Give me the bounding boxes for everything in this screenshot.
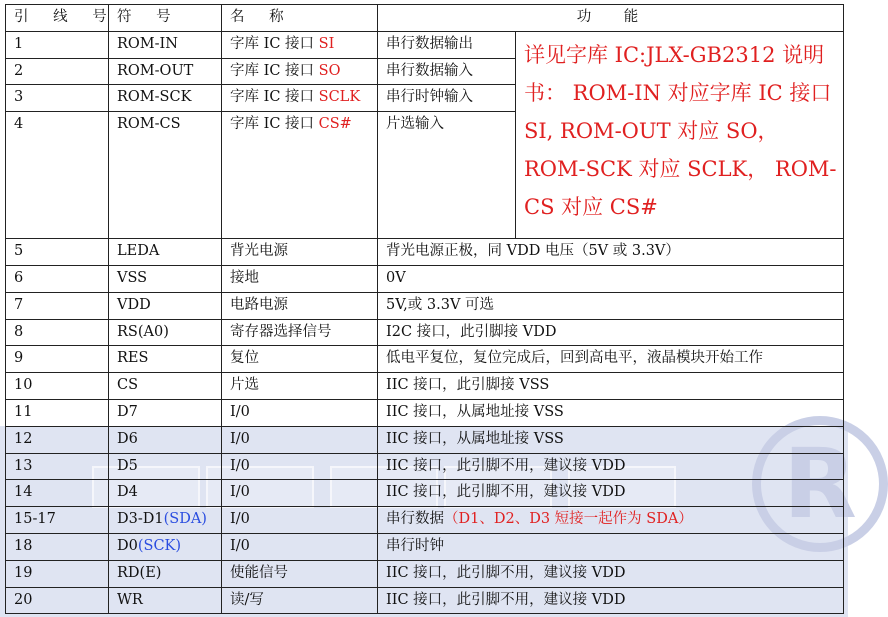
pin-name — [222, 31, 378, 58]
pin-function: I2C 接口，此引脚接 VDD — [378, 319, 844, 346]
pin-name: I/0 — [222, 533, 378, 560]
pin-number: 18 — [6, 533, 109, 560]
pin-function: 串行数据输出 — [378, 31, 516, 58]
pin-name: I/0 — [222, 480, 378, 507]
header-pin: 引 线 号 — [6, 5, 109, 32]
header-symbol: 符 号 — [109, 5, 222, 32]
pin-number: 8 — [6, 319, 109, 346]
pin-name-text: 字库 IC 接口 — [230, 116, 315, 133]
pin-name-text: 字库 IC 接口 — [230, 35, 315, 52]
table-header-row — [6, 5, 844, 32]
pin-name-text: 字库 IC 接口 — [230, 89, 315, 106]
table-row — [6, 507, 844, 534]
header-name: 名 称 — [222, 5, 378, 32]
pin-name — [222, 112, 378, 239]
pin-name-text: 字库 IC 接口 — [230, 62, 315, 79]
pin-symbol — [109, 507, 222, 534]
pin-symbol: ROM-CS — [109, 112, 222, 239]
pin-function — [378, 507, 844, 534]
pin-symbol: VSS — [109, 265, 222, 292]
pin-number: 5 — [6, 239, 109, 266]
pin-number: 10 — [6, 373, 109, 400]
pin-symbol-note: (SDA) — [163, 511, 207, 528]
pin-function: 串行时钟 — [378, 533, 844, 560]
pin-name: I/0 — [222, 507, 378, 534]
header-function: 功 能 — [378, 5, 844, 32]
pin-definition-table — [5, 4, 844, 614]
pin-function: IIC 接口，此引脚接 VSS — [378, 373, 844, 400]
pin-function: IIC 接口，此引脚不用，建议接 VDD — [378, 560, 844, 587]
pin-number: 13 — [6, 453, 109, 480]
pin-symbol-note: (SCK) — [137, 537, 182, 554]
font-ic-detail: 详见字库 IC:JLX-GB2312 说明书： ROM-IN 对应字库 IC 接口 SI, ROM-OUT 对应 SO， ROM-SCK 对应 SCLK， ROM-CS 对应 CS# — [516, 31, 844, 238]
pin-number: 19 — [6, 560, 109, 587]
pin-name: 复位 — [222, 346, 378, 373]
pin-number: 2 — [6, 58, 109, 85]
pin-function: 低电平复位，复位完成后，回到高电平，液晶模块开始工作 — [378, 346, 844, 373]
pin-function: 串行数据输入 — [378, 58, 516, 85]
pin-number: 7 — [6, 292, 109, 319]
pin-symbol: VDD — [109, 292, 222, 319]
pin-symbol: ROM-IN — [109, 31, 222, 58]
table-row — [6, 239, 844, 266]
table-row — [6, 453, 844, 480]
table-row — [6, 399, 844, 426]
pin-name: 片选 — [222, 373, 378, 400]
table-row — [6, 426, 844, 453]
pin-symbol: LEDA — [109, 239, 222, 266]
pin-symbol: D5 — [109, 453, 222, 480]
pin-function: 0V — [378, 265, 844, 292]
pin-number: 11 — [6, 399, 109, 426]
pin-name: 寄存器选择信号 — [222, 319, 378, 346]
table-row — [6, 31, 844, 58]
registered-mark-icon: R — [752, 416, 888, 552]
pin-name: I/0 — [222, 399, 378, 426]
pin-name: 背光电源 — [222, 239, 378, 266]
pin-symbol: D4 — [109, 480, 222, 507]
table-row — [6, 480, 844, 507]
pin-function: IIC 接口，此引脚不用，建议接 VDD — [378, 587, 844, 614]
pin-symbol-text: D0 — [117, 537, 138, 554]
pin-number: 12 — [6, 426, 109, 453]
table-row — [6, 292, 844, 319]
pin-function-note: （D1、D2、D3 短接一起作为 SDA） — [444, 511, 693, 528]
table-row — [6, 560, 844, 587]
pin-symbol: WR — [109, 587, 222, 614]
pin-symbol-text: D3-D1 — [117, 511, 164, 528]
pin-function: IIC 接口，此引脚不用，建议接 VDD — [378, 453, 844, 480]
table-row — [6, 587, 844, 614]
table-row — [6, 346, 844, 373]
pin-number: 1 — [6, 31, 109, 58]
pin-number: 6 — [6, 265, 109, 292]
pin-function: 背光电源正极，同 VDD 电压（5V 或 3.3V） — [378, 239, 844, 266]
pin-function: IIC 接口，从属地址接 VSS — [378, 426, 844, 453]
pin-function: 串行时钟输入 — [378, 85, 516, 112]
pin-number: 4 — [6, 112, 109, 239]
pin-number: 3 — [6, 85, 109, 112]
pin-name: 电路电源 — [222, 292, 378, 319]
pin-number: 14 — [6, 480, 109, 507]
pin-name: 接地 — [222, 265, 378, 292]
pin-symbol: ROM-OUT — [109, 58, 222, 85]
pin-symbol: RD(E) — [109, 560, 222, 587]
pin-function: 5V,或 3.3V 可选 — [378, 292, 844, 319]
table-row — [6, 319, 844, 346]
pin-name: I/0 — [222, 426, 378, 453]
pin-number: 20 — [6, 587, 109, 614]
pin-name — [222, 85, 378, 112]
table-row — [6, 265, 844, 292]
pin-name-signal: SI — [318, 35, 335, 52]
pin-symbol: RS(A0) — [109, 319, 222, 346]
pin-function: IIC 接口，此引脚不用，建议接 VDD — [378, 480, 844, 507]
pin-number: 9 — [6, 346, 109, 373]
pin-symbol — [109, 533, 222, 560]
pin-name: 使能信号 — [222, 560, 378, 587]
pin-function: IIC 接口，从属地址接 VSS — [378, 399, 844, 426]
pin-number: 15-17 — [6, 507, 109, 534]
pin-name: 读/写 — [222, 587, 378, 614]
pin-name-signal: SO — [318, 62, 341, 79]
pin-name-signal: SCLK — [318, 89, 361, 106]
pin-symbol: ROM-SCK — [109, 85, 222, 112]
pin-name-signal: CS# — [318, 116, 352, 133]
table-row — [6, 373, 844, 400]
pin-symbol: D6 — [109, 426, 222, 453]
pin-function: 片选输入 — [378, 112, 516, 239]
pin-name — [222, 58, 378, 85]
pin-symbol: D7 — [109, 399, 222, 426]
pin-symbol: CS — [109, 373, 222, 400]
pin-function-text: 串行数据 — [386, 511, 444, 528]
pin-symbol: RES — [109, 346, 222, 373]
pin-name: I/0 — [222, 453, 378, 480]
table-row — [6, 533, 844, 560]
